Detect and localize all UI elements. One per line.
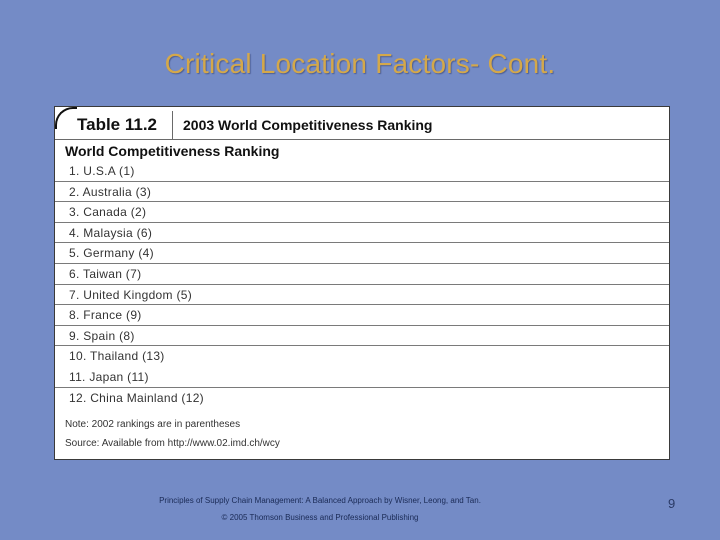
table-caption: 2003 World Competitiveness Ranking bbox=[183, 117, 433, 133]
table-row: 8. France (9) bbox=[55, 305, 669, 326]
table-row: 7. United Kingdom (5) bbox=[55, 285, 669, 306]
page-number: 9 bbox=[668, 496, 676, 511]
ranking-rows bbox=[55, 161, 669, 408]
table-row: 9. Spain (8) bbox=[55, 326, 669, 347]
ranking-table bbox=[54, 106, 670, 460]
table-row: 4. Malaysia (6) bbox=[55, 223, 669, 244]
table-note: Note: 2002 rankings are in parentheses bbox=[65, 419, 241, 430]
table-row: 1. U.S.A (1) bbox=[55, 161, 669, 182]
table-row: 6. Taiwan (7) bbox=[55, 264, 669, 285]
table-header bbox=[55, 107, 669, 140]
footer-copyright: © 2005 Thomson Business and Professional Publishing bbox=[221, 513, 419, 522]
table-row: 12. China Mainland (12) bbox=[69, 390, 204, 405]
table-row: 3. Canada (2) bbox=[55, 202, 669, 223]
table-number: Table 11.2 bbox=[63, 111, 173, 139]
table-row: 11. Japan (11) bbox=[55, 367, 669, 388]
table-row: 5. Germany (4) bbox=[55, 243, 669, 264]
slide-title: Critical Location Factors- Cont. bbox=[164, 48, 556, 79]
footer-citation: Principles of Supply Chain Management: A Balanced Approach by Wisner, Leong, and Tan. bbox=[159, 496, 481, 505]
table-row: 10. Thailand (13) bbox=[69, 349, 165, 364]
table-source: Source: Available from http://www.02.imd.ch/wcy bbox=[65, 438, 280, 449]
table-heading: World Competitiveness Ranking bbox=[65, 143, 280, 159]
table-row: 2. Australia (3) bbox=[55, 182, 669, 203]
